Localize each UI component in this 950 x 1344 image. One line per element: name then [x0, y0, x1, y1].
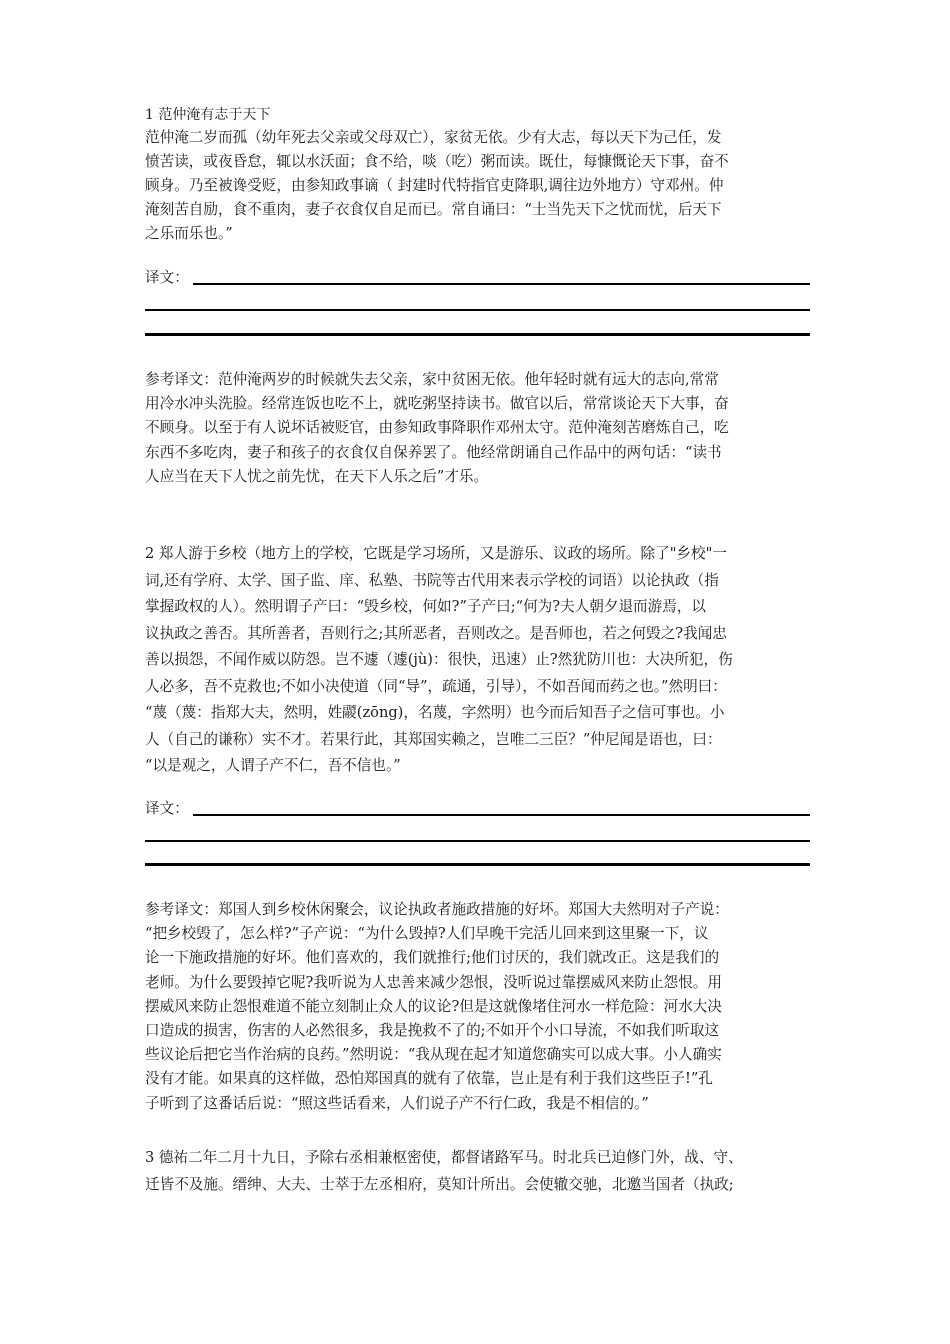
reference-line: 论一下施政措施的好坏。他们喜欢的，我们就推行;他们讨厌的，我们就改正。这是我们的 — [145, 949, 720, 967]
reference-line: 子听到了这番话后说：“照这些话看来，人们说子产不行仁政，我是不相信的。” — [145, 1094, 649, 1112]
passage-line: 人必多，吾不克救也;不如小决使道（同“导”，疏通，引导），不如吾闻而药之也。”然明曰： — [145, 677, 727, 695]
passage-line: “以是观之，人谓子产不仁，吾不信也。” — [145, 757, 401, 774]
reference-line: 口造成的损害，伤害的人必然很多，我是挽救不了的;不如开个小口导流，不如我们听取这 — [145, 1022, 720, 1040]
passage-line: 范仲淹二岁而孤（幼年死去父亲或父母双亡），家贫无依。少有大志，每以天下为己任，发 — [145, 129, 722, 146]
passage-line: 淹刻苦自励，食不重肉，妻子衣食仅自足而已。常自诵曰：“士当先天下之忧而忧，后天下 — [145, 201, 722, 218]
reference-line: 不顾身。以至于有人说坏话被贬官，由参知政事降职作邓州太守。范仲淹刻苦磨炼自己，吃 — [145, 419, 729, 437]
answer-line[interactable] — [145, 863, 810, 866]
passage-line: 之乐而乐也。” — [145, 225, 233, 242]
reference-line: 老师。为什么要毁掉它呢?我听说为人忠善来减少怨恨，没听说过靠摆威风来防止怨恨。用 — [145, 973, 722, 991]
section-1 — [145, 104, 810, 126]
passage-line: “蔑（蔑：指郑大夫，然明，姓鬷(zōng)，名蔑，字然明）也今而后知吾子之信可事也。小 — [145, 704, 725, 721]
reference-line: 东西不多吃肉，妻子和孩子的衣食仅自保养罢了。他经常朗诵自己作品中的两句话：“读书 — [145, 443, 722, 461]
answer-line[interactable] — [145, 309, 810, 311]
passage-line: 人（自己的谦称）实不才。若果行此，其郑国实赖之，岂唯二三臣？”仲尼闻是语也，曰： — [145, 730, 722, 748]
answer-line[interactable] — [145, 840, 810, 842]
reference-line: “把乡校毁了，怎么样?”子产说：“为什么毁掉?人们早晚干完活儿回来到这里聚一下，议 — [145, 925, 709, 943]
reference-line: 参考译文：郑国人到乡校休闲聚会，议论执政者施政措施的好坏。郑国大夫然明对子产说： — [145, 901, 729, 918]
section-1-reference — [145, 368, 810, 489]
answer-line[interactable] — [193, 814, 810, 816]
reference-line: 人应当在天下人忧之前先忧，在天下人乐之后”才乐。 — [145, 467, 489, 485]
section-2-passage — [145, 541, 810, 780]
reference-line: 摆威风来防止怨恨难道不能立刻制止众人的议论?但是这就像堵住河水一样危险：河水大决 — [145, 997, 722, 1015]
passage-line: 掌握政权的人）。然明谓子产曰：“毁乡校，何如?”子产曰;“何为?夫人朝夕退而游焉，以 — [145, 598, 707, 615]
section-1-translation-field[interactable] — [145, 266, 810, 290]
passage-line: 迁皆不及施。缙绅、大夫、士萃于左丞相府，莫知计所出。会使辙交驰，北邀当国者（执政; — [145, 1175, 734, 1193]
reference-line: 些议论后把它当作治病的良药。”然明说：“我从现在起才知道您确实可以成大事。小人确实 — [145, 1046, 722, 1064]
reference-line: 用冷水冲头洗脸。经常连饭也吃不上，就吃粥坚持读书。做官以后，常常谈论天下大事，奋 — [145, 395, 729, 413]
passage-line: 顾身。乃至被谗受贬，由参知政事谪（ 封建时代特指官吏降职,调往边外地方）守邓州。仲 — [145, 177, 724, 194]
passage-line: 愤苦读，或夜昏怠，辄以水沃面；食不给，啖（吃）粥而读。既仕，每慷慨论天下事，奋不 — [145, 153, 729, 170]
section-2-reference — [145, 898, 810, 1116]
translation-label: 译文： — [145, 269, 189, 286]
passage-line: 议执政之善否。其所善者，吾则行之;其所恶者，吾则改之。是吾师也，若之何毁之?我闻忠 — [145, 624, 727, 642]
passage-line: 3 德祐二年二月十九日，予除右丞相兼枢密使，都督诸路军马。时北兵已迫修门外，战、守、 — [145, 1149, 743, 1166]
passage-line: 2 郑人游于乡校（地方上的学校，它既是学习场所，又是游乐、议政的场所。除了"乡校"一 — [145, 545, 727, 562]
passage-line: 词,还有学府、太学、国子监、庠、私塾、书院等古代用来表示学校的词语）以论执政（指 — [145, 571, 719, 589]
answer-line[interactable] — [193, 283, 810, 285]
answer-line[interactable] — [145, 333, 810, 336]
translation-label: 译文： — [145, 800, 189, 817]
section-1-title: 1 范仲淹有志于天下 — [145, 107, 271, 123]
section-3-passage — [145, 1145, 810, 1198]
passage-line: 善以损怨，不闻作威以防怨。岂不遽（遽(jù)：很快，迅速）止?然犹防川也：大决所犯，伤 — [145, 651, 733, 668]
reference-line: 参考译文：范仲淹两岁的时候就失去父亲，家中贫困无依。他年轻时就有远大的志向,常常 — [145, 371, 719, 388]
section-2-translation-field[interactable] — [145, 797, 810, 821]
reference-line: 没有才能。如果真的这样做，恐怕郑国真的就有了依靠，岂止是有利于我们这些臣子!”孔 — [145, 1070, 713, 1088]
section-1-passage — [145, 126, 810, 246]
